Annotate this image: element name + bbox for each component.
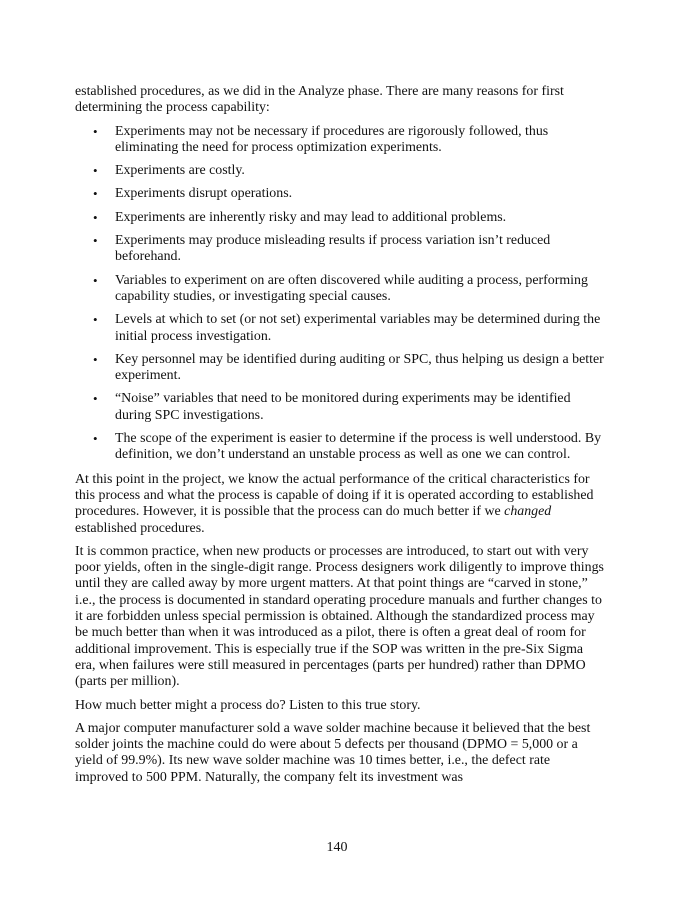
bullet-icon: • (93, 233, 98, 249)
emphasis-changed: changed (504, 504, 552, 520)
bullet-icon: • (93, 163, 98, 179)
intro-paragraph: established procedures, as we did in the Analyze phase. There are many reasons for first determining the process capability: (75, 84, 564, 116)
paragraph-performance (75, 472, 605, 537)
page-number: 140 (326, 840, 348, 855)
bullet-icon: • (93, 351, 98, 367)
list-item (75, 391, 605, 424)
list-item (75, 273, 605, 306)
paragraph-question: How much better might a process do? Listen to this true story. (75, 697, 421, 713)
list-item (75, 186, 605, 202)
page-body (75, 84, 605, 793)
list-item-text: Key personnel may be identified during auditing or SPC, thus helping us design a better experiment. (115, 351, 604, 384)
list-item-text: Experiments are costly. (115, 163, 245, 179)
bullet-icon: • (93, 186, 98, 202)
bullet-icon: • (93, 272, 98, 288)
list-item (75, 431, 605, 464)
list-item-text: Experiments may not be necessary if procedures are rigorously followed, thus eliminating the need for process optimization experiments. (115, 123, 549, 155)
list-item (75, 233, 605, 266)
list-item-text: Experiments are inherently risky and may lead to additional problems. (115, 209, 507, 225)
reasons-bullet-list (75, 124, 605, 464)
bullet-icon: • (93, 431, 98, 447)
list-item-text: Variables to experiment on are often discovered while auditing a process, performing capability studies, or investigating special causes. (115, 272, 588, 304)
list-item (75, 312, 605, 345)
list-item (75, 163, 605, 179)
paragraph-common-practice: It is common practice, when new products or processes are introduced, to start out with very poor yields, often in the single-digit range. Process designers work diligently to improve things until they are called away by more urgent matters. At that point things are “carved in stone,” i.e., the process is documented in standard operating procedure manuals and further changes to it are forbidden unless special permission is obtained. Although the standardized process may be much better than when it was introduced as a pilot, there is often a great deal of room for additional improvement. This is especially true if the SOP was written in the pre-Six Sigma era, when failures were still measured in percentages (parts per hundred) rather than DPMO (parts per million). (75, 543, 604, 690)
list-item (75, 352, 605, 385)
list-item (75, 124, 605, 157)
list-item-text: Experiments may produce misleading results if process variation isn’t reduced beforehand. (115, 233, 551, 265)
list-item (75, 210, 605, 226)
paragraph-performance-text: At this point in the project, we know the actual performance of the critical characteristics for this process and what the process is capable of doing if it is operated according to established procedures. However, it is possible that the process can do much better if we (75, 471, 594, 520)
bullet-icon: • (93, 123, 98, 139)
list-item-text: Experiments disrupt operations. (115, 186, 293, 202)
paragraph-performance-tail: established procedures. (75, 520, 205, 536)
bullet-icon: • (93, 391, 98, 407)
bullet-icon: • (93, 209, 98, 225)
list-item-text: The scope of the experiment is easier to determine if the process is well understood. By definition, we don’t understand an unstable process as well as one we can control. (115, 431, 602, 463)
paragraph-wave-solder-story: A major computer manufacturer sold a wave solder machine because it believed that the best solder joints the machine could do were about 5 defects per thousand (DPMO = 5,000 or a yield of 99.9%). Its new wave solder machine was 10 times better, i.e., the defect rate improved to 500 PPM. Naturally, the company felt its investment was (75, 720, 591, 785)
list-item-text: “Noise” variables that need to be monitored during experiments may be identified during SPC investigations. (115, 391, 571, 423)
bullet-icon: • (93, 312, 98, 328)
list-item-text: Levels at which to set (or not set) experimental variables may be determined during the initial process investigation. (115, 312, 601, 344)
